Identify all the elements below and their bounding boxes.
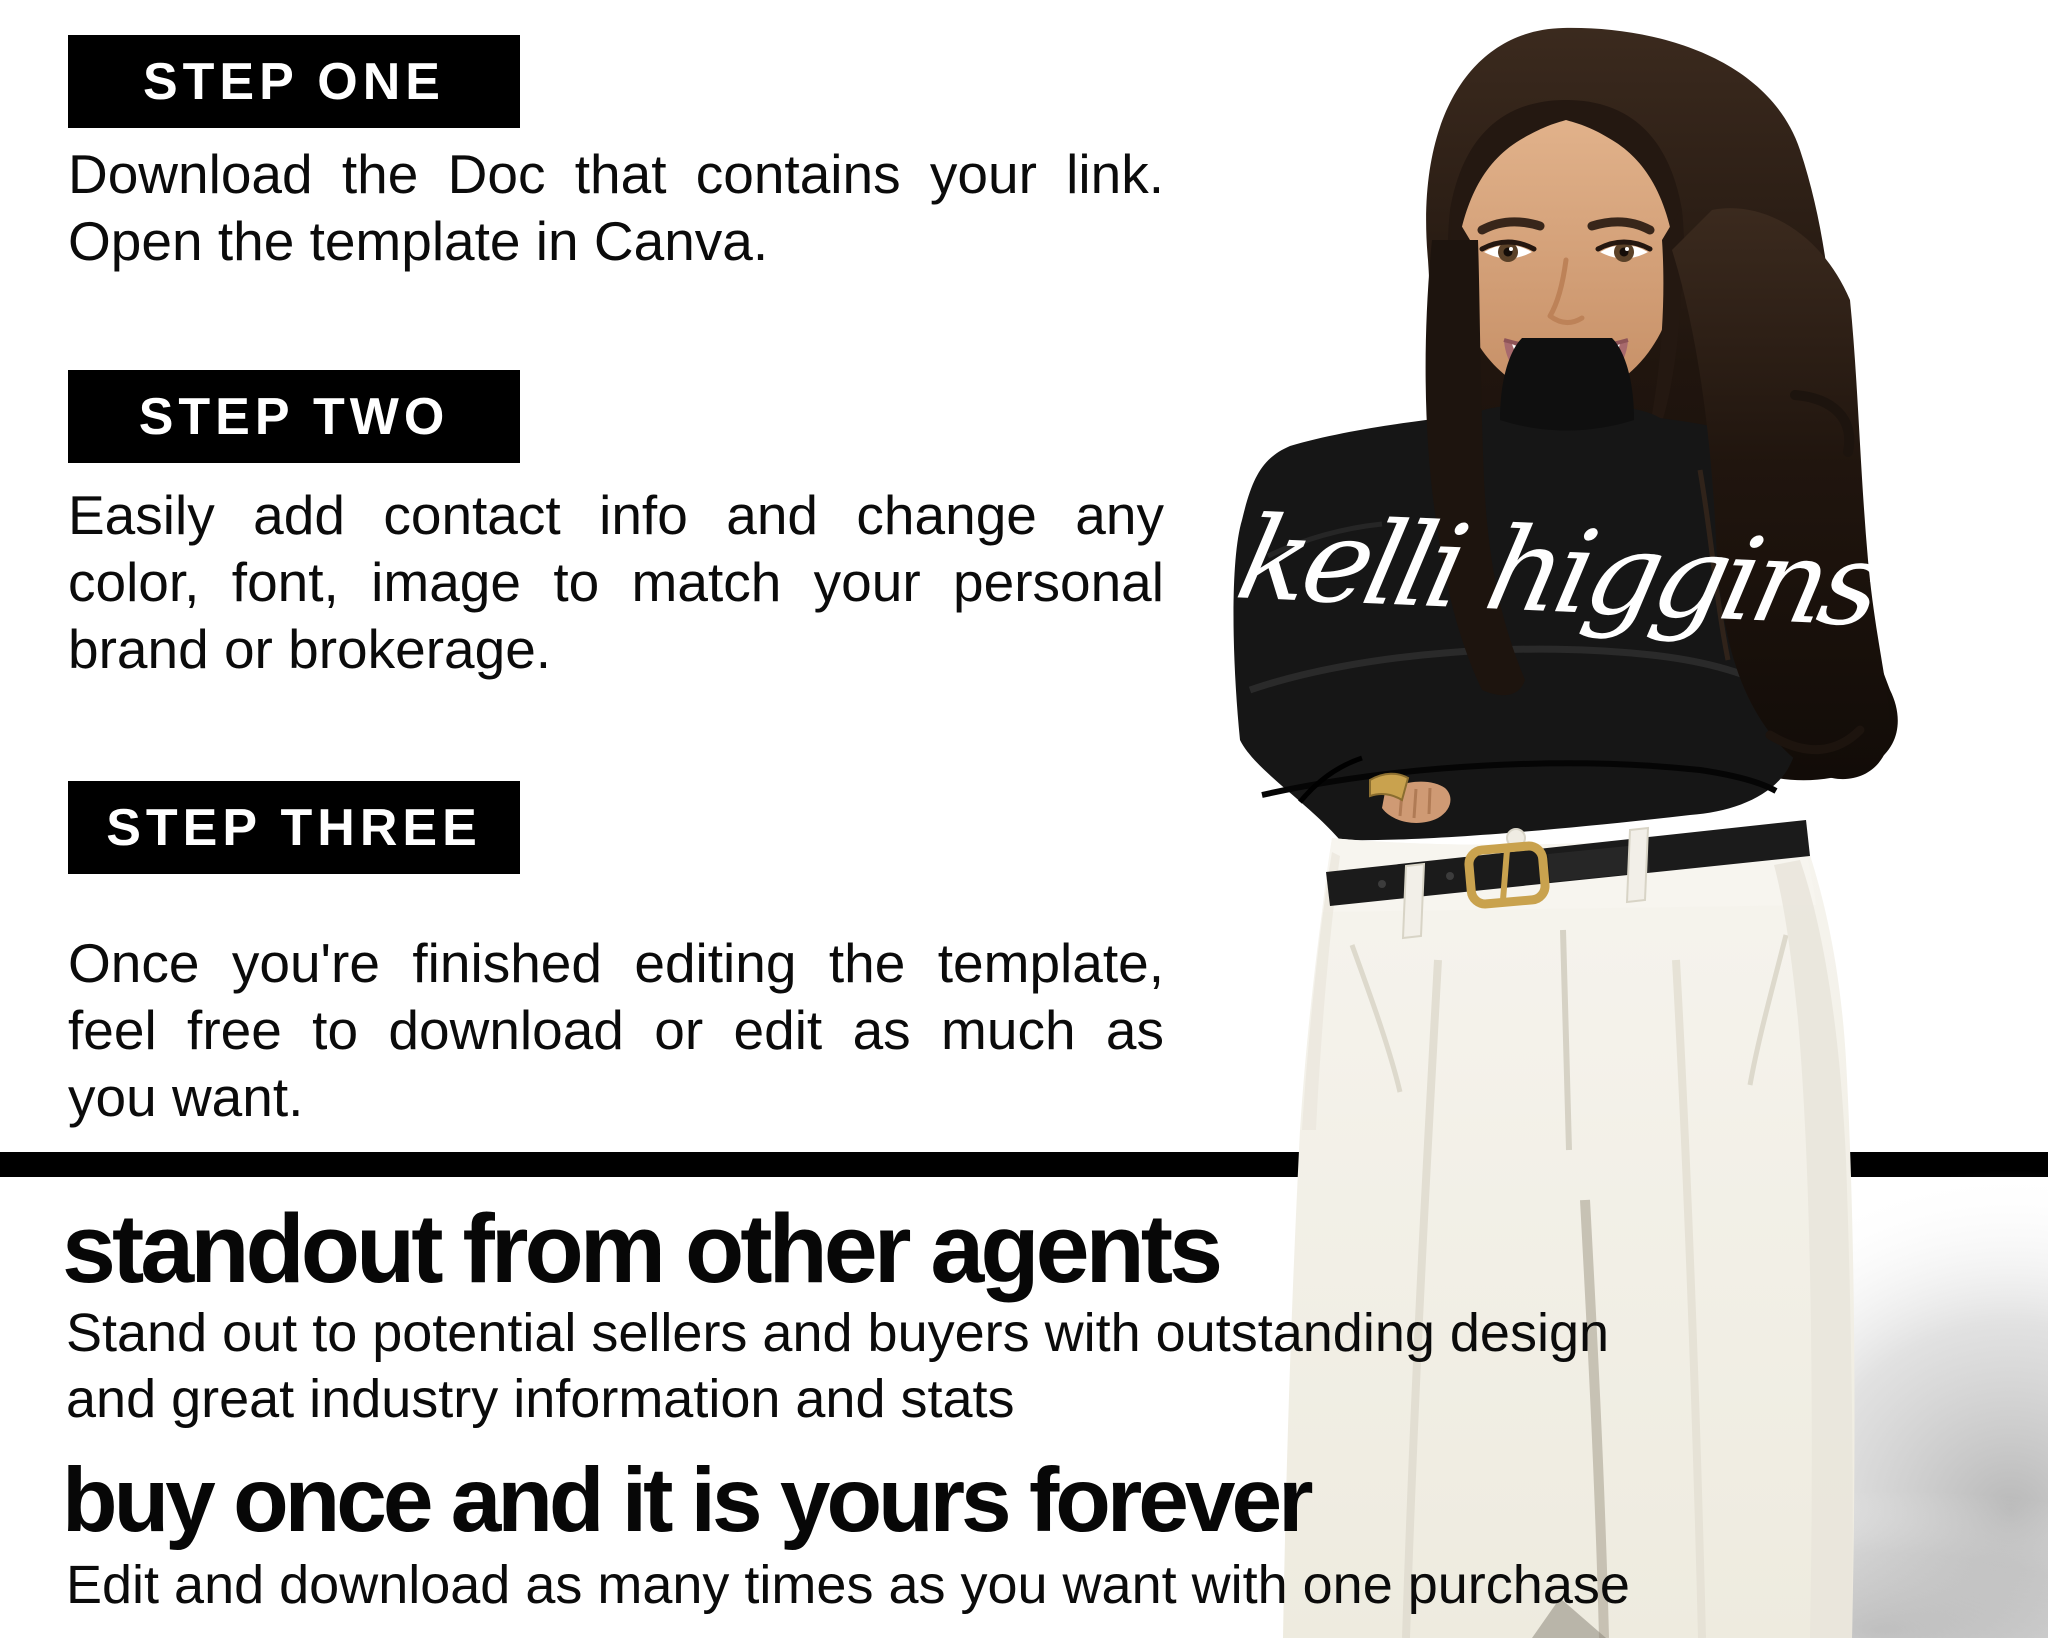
step-three-badge-label: STEP THREE	[106, 798, 482, 857]
belt-loop	[1627, 828, 1648, 902]
text-line: brand or brokerage.	[68, 618, 552, 680]
text-line: Edit and download as many times as you want with one purchase	[66, 1555, 1630, 1615]
step-one-badge-label: STEP ONE	[142, 52, 445, 111]
text-line: Once you're finished editing the template,	[68, 932, 1164, 994]
subtext-standout	[66, 1300, 1609, 1432]
step-three-badge	[68, 781, 520, 874]
agent-signature: kelli higgins	[1226, 492, 1890, 653]
text-line: feel free to download or edit as much as	[68, 999, 1164, 1061]
step-three-text	[68, 930, 1164, 1131]
step-one-badge	[68, 35, 520, 128]
turtleneck-collar	[1500, 338, 1634, 431]
text-line: Download the Doc that contains your link.	[68, 143, 1164, 205]
text-line: color, font, image to match your personal	[68, 551, 1164, 613]
text-line: Stand out to potential sellers and buyers with outstanding design	[66, 1303, 1610, 1363]
step-one-text	[68, 141, 1164, 275]
belt-loop	[1403, 864, 1424, 938]
trousers	[1283, 826, 1854, 1638]
step-two-badge	[68, 370, 520, 463]
step-two-text	[68, 482, 1164, 683]
step-two-badge-label: STEP TWO	[138, 387, 450, 446]
headline-buy-once: buy once and it is yours forever	[62, 1450, 1310, 1551]
headline-standout: standout from other agents	[62, 1194, 1220, 1303]
subtext-buy-once	[66, 1552, 1630, 1618]
text-line: you want.	[68, 1066, 304, 1128]
text-line: and great industry information and stats	[66, 1369, 1015, 1429]
text-line: Easily add contact info and change any	[68, 484, 1164, 546]
text-line: Open the template in Canva.	[68, 210, 769, 272]
